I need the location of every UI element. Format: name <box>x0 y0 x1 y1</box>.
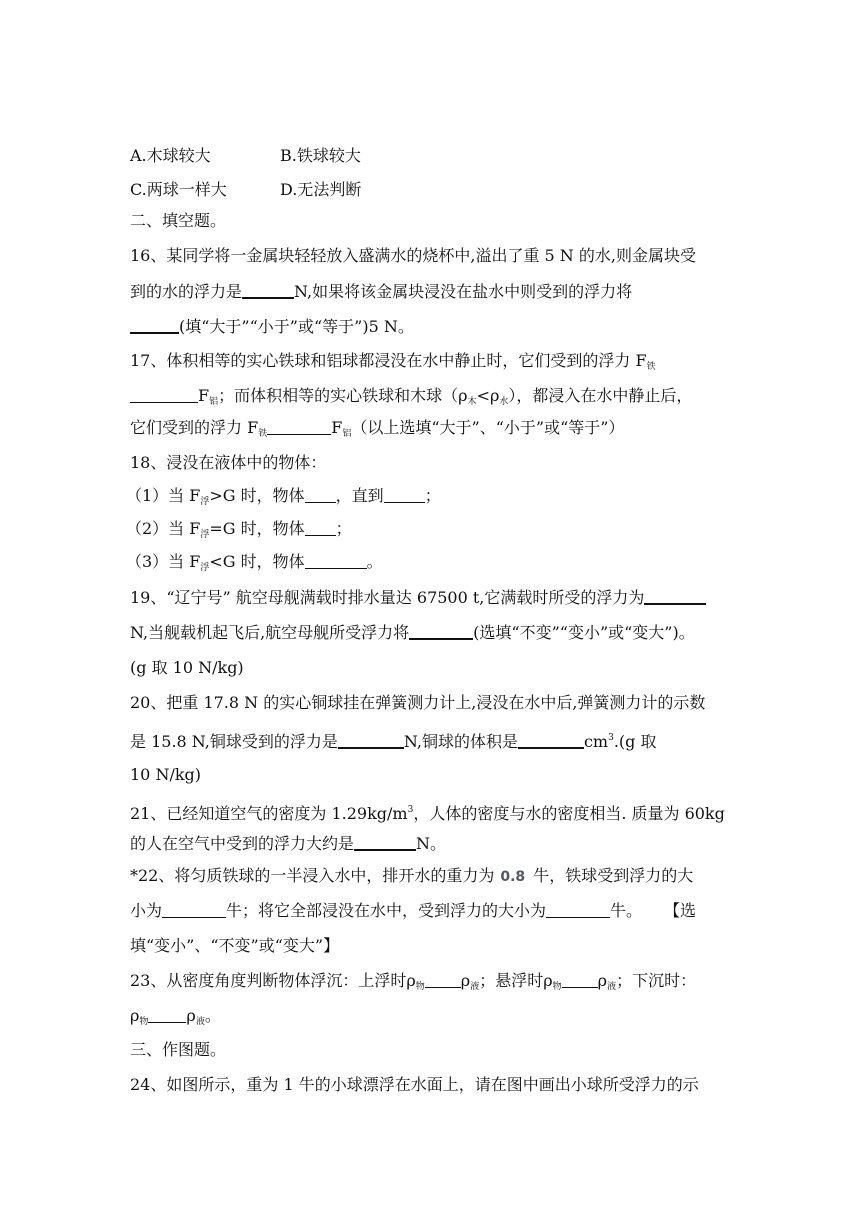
q23-text: ρ <box>460 971 471 990</box>
q23-line1 <box>130 971 696 997</box>
q21-text: ，人体的密度与水的密度相当. 质量为 60kg <box>413 804 725 823</box>
q23-text: 23、从密度角度判断物体浮沉：上浮时ρ <box>130 971 416 990</box>
q16-line3 <box>130 316 414 337</box>
q22-text: 牛。 <box>610 901 643 920</box>
q18-text: >G 时，物体 <box>209 486 305 505</box>
q16-blank-2[interactable] <box>130 316 179 334</box>
q22-line2 <box>130 901 696 921</box>
superscript: 3 <box>407 805 414 815</box>
q20-line3: 10 N/kg) <box>130 765 202 784</box>
q17-line1 <box>130 351 656 377</box>
q16-line2 <box>130 281 632 302</box>
subscript: 木 <box>467 397 477 407</box>
q22-blank-1[interactable] <box>162 901 226 918</box>
q19-text: N,当舰载机起飞后,航空母舰所受浮力将 <box>130 623 410 642</box>
q19-text: 19、“辽宁号” 航空母舰满载时排水量达 67500 t,它满载时所受的浮力为 <box>130 588 645 607</box>
q18-blank-2[interactable] <box>384 486 425 503</box>
q16-text: N,如果将该金属块浸没在盐水中则受到的浮力将 <box>294 282 633 301</box>
q15-option-d: D.无法判断 <box>280 180 362 199</box>
q23-text: ；悬浮时ρ <box>479 971 553 990</box>
q23-text: 。 <box>204 1006 221 1025</box>
q18-blank-3[interactable] <box>305 519 336 536</box>
q21-text: N。 <box>416 834 447 853</box>
q22-text: *22、将匀质铁球的一半浸入水中，排开水的重力为 <box>130 866 495 885</box>
q16-line1: 16、某同学将一金属块轻轻放入盛满水的烧杯中,溢出了重 5 N 的水,则金属块受 <box>130 246 696 265</box>
q20-blank-2[interactable] <box>518 731 584 749</box>
subscript: 物 <box>552 982 562 992</box>
q15-option-c: C.两球一样大 <box>130 180 227 199</box>
subscript: 铁 <box>646 362 656 372</box>
superscript: 3 <box>608 733 614 743</box>
subscript: 铝 <box>209 397 219 407</box>
q18-blank-1[interactable] <box>305 486 336 503</box>
q18-text: ； <box>335 519 352 538</box>
q21-text: 21、已经知道空气的密度为 1.29kg/m <box>130 804 408 823</box>
q17-text: <ρ <box>476 386 500 405</box>
q17-text: F <box>198 386 210 405</box>
q18-item-2 <box>126 519 352 545</box>
q22-text: 牛；将它全部浸没在水中，受到浮力的大小为 <box>226 901 547 920</box>
q20-blank-1[interactable] <box>338 731 404 749</box>
q22-line1 <box>130 866 693 887</box>
q17-blank-1[interactable] <box>130 386 198 403</box>
subscript: 物 <box>139 1017 149 1027</box>
q17-text: F <box>331 418 343 437</box>
q19-blank-2[interactable] <box>409 622 473 640</box>
q17-text: ），都浸入在水中静止后， <box>508 386 693 405</box>
q22-value: 0.8 <box>500 869 526 885</box>
q23-text: ρ <box>597 971 608 990</box>
q18-item-1 <box>126 486 441 512</box>
q23-text: ρ <box>130 1006 140 1025</box>
q22-blank-2[interactable] <box>546 901 610 918</box>
subscript: 浮 <box>200 563 210 573</box>
q18-text: （2）当 F <box>126 519 201 538</box>
q20-text: .(g 取 <box>613 732 657 751</box>
q18-item-3 <box>126 552 383 578</box>
q21-text: 的人在空气中受到的浮力大约是 <box>130 834 355 853</box>
q21-line1 <box>130 800 725 824</box>
q17-text: ；而体积相等的实心铁球和木球（ρ <box>218 386 468 405</box>
q19-line1 <box>130 587 706 608</box>
subscript: 物 <box>415 982 425 992</box>
q19-blank-1[interactable] <box>644 587 706 605</box>
q17-text: 它们受到的浮力 F <box>130 418 259 437</box>
q16-text: 到的水的浮力是 <box>130 282 243 301</box>
subscript: 铁 <box>258 429 268 439</box>
q18-text: 。 <box>366 552 383 571</box>
q19-text: (选填“不变”“变小”或“变大”)。 <box>473 623 695 642</box>
q22-text: 牛，铁球受到浮力的大 <box>533 866 694 885</box>
subscript: 液 <box>470 982 480 992</box>
q20-line2 <box>130 728 657 752</box>
subscript: 浮 <box>200 497 210 507</box>
q17-line2 <box>130 386 692 412</box>
subscript: 水 <box>499 397 509 407</box>
q23-text: ；下沉时： <box>616 971 697 990</box>
q16-text: (填“大于”“小于”或“等于”)5 N。 <box>179 317 414 336</box>
q19-line3: (g 取 10 N/kg) <box>130 658 244 677</box>
q22-line3: 填“变小”、“不变”或“变大”】 <box>130 936 340 955</box>
q23-blank-3[interactable] <box>148 1006 186 1023</box>
q23-blank-2[interactable] <box>562 971 598 988</box>
q18-text: ； <box>424 486 441 505</box>
q18-text: =G 时，物体 <box>209 519 305 538</box>
q17-blank-2[interactable] <box>267 418 331 435</box>
q17-text: （以上选填“大于”、“小于”或“等于”） <box>351 418 625 437</box>
q15-option-b: B.铁球较大 <box>280 146 361 165</box>
q18-text: （3）当 F <box>126 552 201 571</box>
q22-text: 小为 <box>130 901 163 920</box>
q20-text: cm <box>583 732 609 751</box>
subscript: 浮 <box>200 530 210 540</box>
q17-text: 17、体积相等的实心铁球和铝球都浸没在水中静止时，它们受到的浮力 F <box>130 351 647 370</box>
subscript: 液 <box>607 982 617 992</box>
subscript: 铝 <box>342 429 352 439</box>
q21-line2 <box>130 833 446 854</box>
q20-text: 是 15.8 N,铜球受到的浮力是 <box>130 732 338 751</box>
q20-text: N,铜球的体积是 <box>403 732 518 751</box>
q24-line1: 24、如图所示，重为 1 牛的小球漂浮在水面上，请在图中画出小球所受浮力的示 <box>130 1075 699 1094</box>
q23-line2 <box>130 1006 221 1032</box>
section-heading-fill-in: 二、填空题。 <box>130 211 227 230</box>
q18-text: （1）当 F <box>126 486 201 505</box>
q23-text: ρ <box>186 1006 196 1025</box>
q20-line1: 20、把重 17.8 N 的实心铜球挂在弹簧测力计上,浸没在水中后,弹簧测力计的示数 <box>130 693 706 712</box>
q16-blank-1[interactable] <box>242 281 294 299</box>
section-heading-drawing: 三、作图题。 <box>130 1040 227 1059</box>
q17-line3 <box>130 418 624 444</box>
q22-text: 【选 <box>664 901 697 920</box>
subscript: 液 <box>195 1017 205 1027</box>
q15-option-a: A.木球较大 <box>130 146 211 165</box>
q19-line2 <box>130 622 695 643</box>
q18-title: 18、浸没在液体中的物体： <box>130 453 327 472</box>
q18-text: ，直到 <box>335 486 384 505</box>
q18-blank-4[interactable] <box>305 552 367 569</box>
q18-text: <G 时，物体 <box>209 552 305 571</box>
q23-blank-1[interactable] <box>425 971 461 988</box>
q21-blank-1[interactable] <box>354 833 416 851</box>
